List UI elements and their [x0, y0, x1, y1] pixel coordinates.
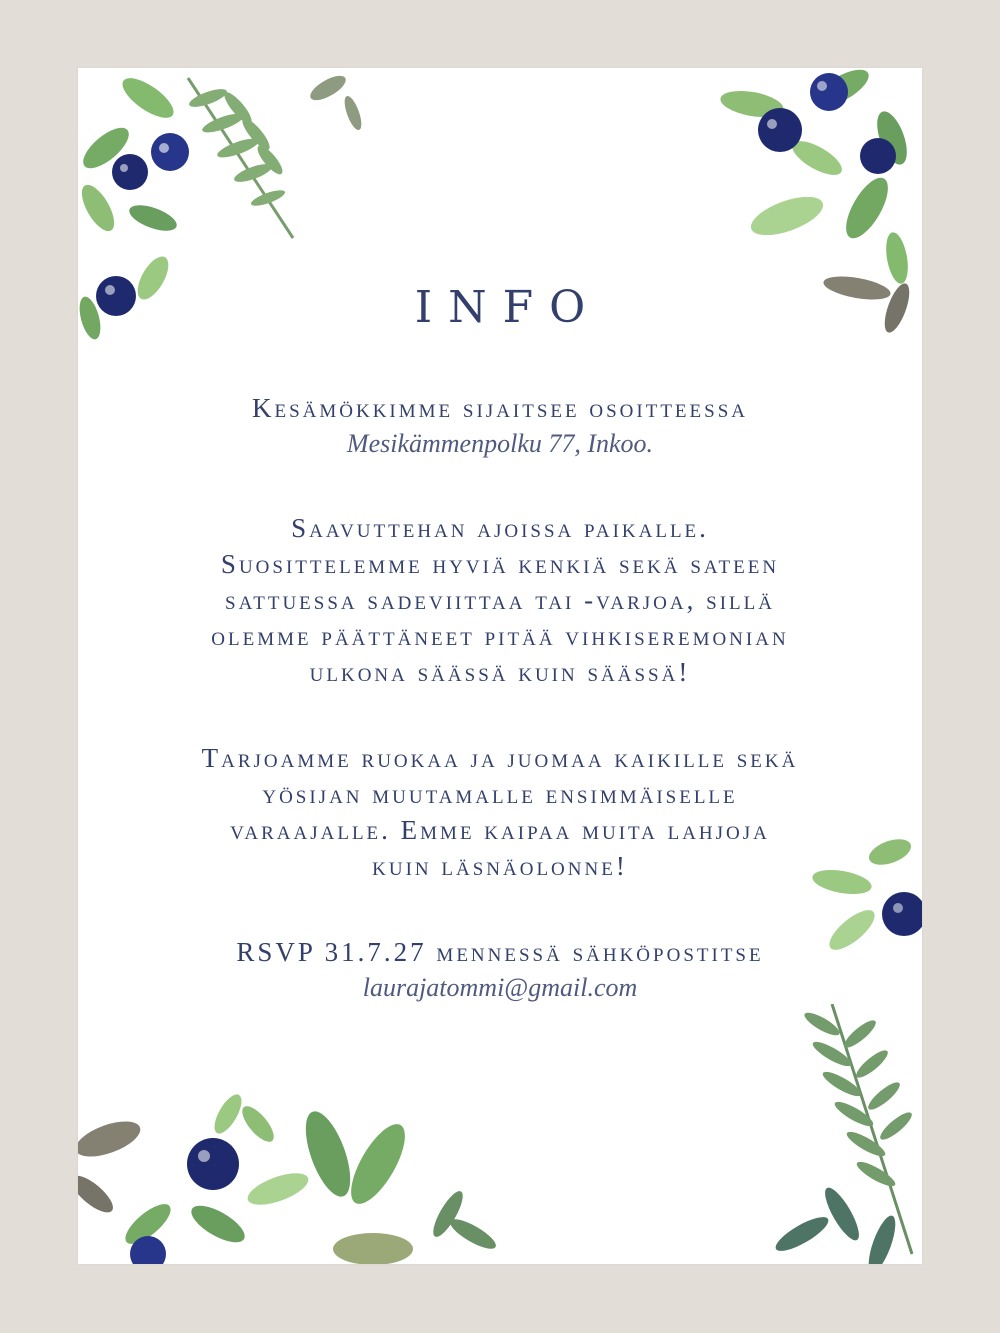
- arrival-line: Suosittelemme hyviä kenkiä sekä sateen: [220, 549, 780, 579]
- page-title: INFO: [414, 282, 602, 333]
- food-line: yösijan muutamalle ensimmäiselle: [262, 779, 738, 809]
- arrival-line: olemme päättäneet pitää vihkiseremonian: [211, 621, 789, 651]
- food-line: kuin läsnäolonne!: [372, 851, 628, 881]
- address-intro: Kesämökkimme sijaitsee osoitteessa: [251, 393, 748, 423]
- rsvp-line: RSVP 31.7.27 mennessä sähköpostitse: [236, 937, 764, 967]
- arrival-line: sattuessa sadeviittaa tai -varjoa, sillä: [225, 585, 775, 615]
- botanical-bottom-right: [772, 1004, 922, 1264]
- arrival-section: [138, 510, 862, 690]
- rsvp-email[interactable]: laurajatommi@gmail.com: [362, 973, 638, 1002]
- food-line: varaajalle. Emme kaipaa muita lahjoja: [230, 815, 770, 845]
- info-card: [78, 68, 922, 1264]
- botanical-bottom-left: [78, 1094, 518, 1264]
- address-value: Mesikämmenpolku 77, Inkoo.: [346, 429, 654, 458]
- arrival-line: ulkona säässä kuin säässä!: [309, 657, 691, 687]
- rsvp-section: [138, 934, 862, 1006]
- food-line: Tarjoamme ruokaa ja juomaa kaikille sekä: [201, 743, 799, 773]
- address-section: [138, 390, 862, 462]
- food-section: [138, 740, 862, 884]
- arrival-line: Saavuttehan ajoissa paikalle.: [291, 513, 709, 543]
